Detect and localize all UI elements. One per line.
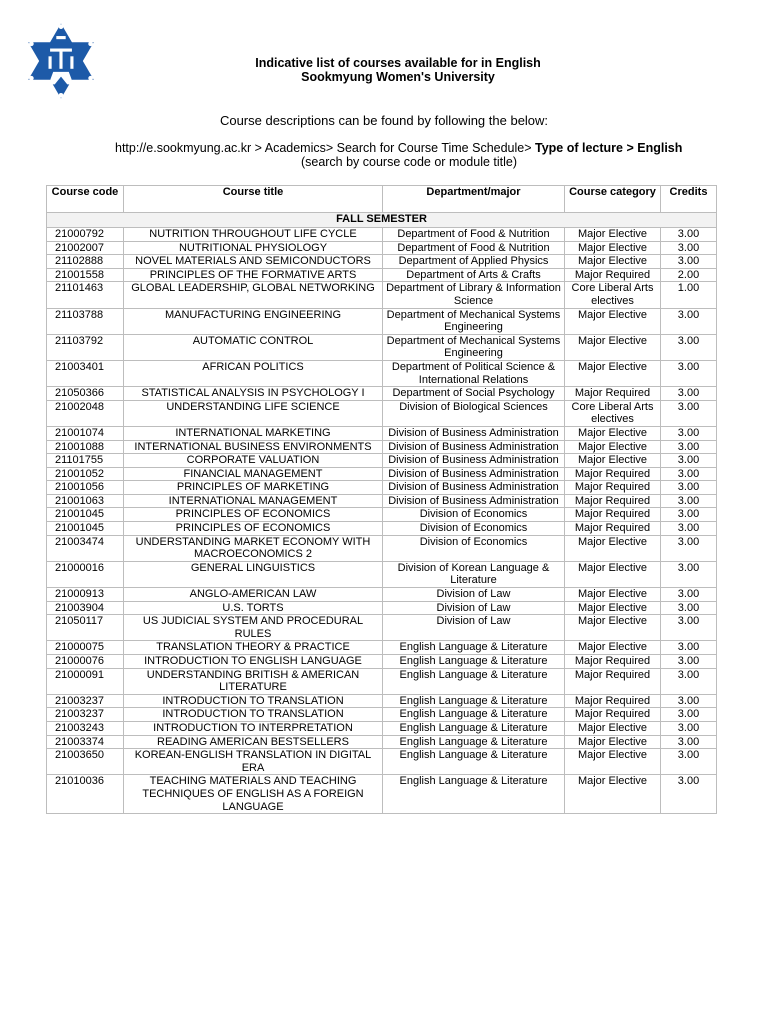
table-row [47, 282, 717, 308]
table-row [47, 721, 717, 735]
table-row [47, 241, 717, 255]
course-department: Division of Business Administration [383, 467, 565, 481]
course-title: UNDERSTANDING LIFE SCIENCE [124, 400, 383, 426]
course-title: AFRICAN POLITICS [124, 360, 383, 386]
table-row [47, 588, 717, 602]
column-header-code: Course code [47, 186, 124, 213]
course-code: 21050366 [47, 387, 124, 401]
course-code: 21001558 [47, 268, 124, 282]
course-code: 21002007 [47, 241, 124, 255]
course-department: Department of Social Psychology [383, 387, 565, 401]
course-department: Division of Law [383, 601, 565, 615]
course-code: 21003474 [47, 535, 124, 561]
course-category: Major Elective [565, 334, 661, 360]
course-code: 21010036 [47, 775, 124, 814]
course-code: 21101755 [47, 454, 124, 468]
table-row [47, 481, 717, 495]
course-title: TRANSLATION THEORY & PRACTICE [124, 641, 383, 655]
table-row [47, 694, 717, 708]
course-department: Department of Mechanical Systems Engineering [383, 334, 565, 360]
course-department: Division of Law [383, 588, 565, 602]
course-department: Division of Business Administration [383, 440, 565, 454]
course-credits: 3.00 [661, 360, 717, 386]
table-row [47, 308, 717, 334]
navigation-path-bold: Type of lecture > English [535, 141, 683, 155]
course-category: Major Elective [565, 588, 661, 602]
course-title: PRINCIPLES OF ECONOMICS [124, 508, 383, 522]
course-title: ANGLO-AMERICAN LAW [124, 588, 383, 602]
course-department: Division of Economics [383, 508, 565, 522]
course-department: Department of Food & Nutrition [383, 228, 565, 242]
navigation-path-plain: http://e.sookmyung.ac.kr > Academics> Search for Course Time Schedule> [115, 141, 532, 155]
course-category: Major Required [565, 268, 661, 282]
table-row [47, 400, 717, 426]
table-row [47, 255, 717, 269]
table-row [47, 508, 717, 522]
course-code: 21003243 [47, 721, 124, 735]
course-credits: 3.00 [661, 400, 717, 426]
course-code: 21003401 [47, 360, 124, 386]
course-category: Major Elective [565, 454, 661, 468]
column-header-category: Course category [565, 186, 661, 213]
course-title: UNDERSTANDING MARKET ECONOMY WITH MACROECONOMICS 2 [124, 535, 383, 561]
course-department: Division of Business Administration [383, 454, 565, 468]
course-department: Division of Business Administration [383, 494, 565, 508]
course-code: 21001045 [47, 508, 124, 522]
course-code: 21002048 [47, 400, 124, 426]
course-category: Major Required [565, 467, 661, 481]
course-credits: 3.00 [661, 641, 717, 655]
course-title: STATISTICAL ANALYSIS IN PSYCHOLOGY I [124, 387, 383, 401]
course-code: 21001052 [47, 467, 124, 481]
navigation-path [115, 141, 682, 155]
course-title: INTRODUCTION TO TRANSLATION [124, 694, 383, 708]
course-code: 21000913 [47, 588, 124, 602]
course-code: 21001074 [47, 426, 124, 440]
course-category: Major Elective [565, 535, 661, 561]
course-category: Core Liberal Arts electives [565, 400, 661, 426]
course-credits: 3.00 [661, 481, 717, 495]
course-department: Department of Political Science & International Relations [383, 360, 565, 386]
course-department: English Language & Literature [383, 668, 565, 694]
course-category: Major Elective [565, 440, 661, 454]
course-code: 21000075 [47, 641, 124, 655]
course-title: NOVEL MATERIALS AND SEMICONDUCTORS [124, 255, 383, 269]
course-credits: 3.00 [661, 440, 717, 454]
course-department: English Language & Literature [383, 749, 565, 775]
course-code: 21000091 [47, 668, 124, 694]
course-title: FINANCIAL MANAGEMENT [124, 467, 383, 481]
course-code: 21003650 [47, 749, 124, 775]
course-credits: 3.00 [661, 387, 717, 401]
course-credits: 3.00 [661, 334, 717, 360]
table-row [47, 440, 717, 454]
table-row [47, 522, 717, 536]
course-credits: 3.00 [661, 508, 717, 522]
course-category: Core Liberal Arts electives [565, 282, 661, 308]
column-header-department: Department/major [383, 186, 565, 213]
course-title: INTRODUCTION TO INTERPRETATION [124, 721, 383, 735]
course-credits: 1.00 [661, 282, 717, 308]
course-department: Division of Business Administration [383, 481, 565, 495]
course-code: 21000076 [47, 655, 124, 669]
course-department: English Language & Literature [383, 721, 565, 735]
course-credits: 2.00 [661, 268, 717, 282]
table-row [47, 735, 717, 749]
course-department: English Language & Literature [383, 708, 565, 722]
course-table [46, 185, 717, 814]
course-title: NUTRITION THROUGHOUT LIFE CYCLE [124, 228, 383, 242]
table-row [47, 387, 717, 401]
course-title: NUTRITIONAL PHYSIOLOGY [124, 241, 383, 255]
table-row [47, 494, 717, 508]
course-credits: 3.00 [661, 426, 717, 440]
course-credits: 3.00 [661, 454, 717, 468]
course-title: UNDERSTANDING BRITISH & AMERICAN LITERATURE [124, 668, 383, 694]
course-category: Major Elective [565, 735, 661, 749]
university-name: Sookmyung Women's University [301, 70, 495, 84]
course-description-note: Course descriptions can be found by following the below: [219, 113, 549, 128]
column-header-credits: Credits [661, 186, 717, 213]
course-department: English Language & Literature [383, 694, 565, 708]
course-credits: 3.00 [661, 615, 717, 641]
course-code: 21001088 [47, 440, 124, 454]
course-credits: 3.00 [661, 522, 717, 536]
table-row [47, 561, 717, 587]
course-category: Major Elective [565, 561, 661, 587]
course-title: U.S. TORTS [124, 601, 383, 615]
course-category: Major Elective [565, 360, 661, 386]
table-row [47, 228, 717, 242]
table-row [47, 454, 717, 468]
course-code: 21000792 [47, 228, 124, 242]
course-code: 21003374 [47, 735, 124, 749]
course-category: Major Required [565, 387, 661, 401]
course-code: 21003237 [47, 694, 124, 708]
course-department: Division of Law [383, 615, 565, 641]
course-credits: 3.00 [661, 467, 717, 481]
course-title: PRINCIPLES OF MARKETING [124, 481, 383, 495]
table-row [47, 467, 717, 481]
course-department: Department of Mechanical Systems Engineering [383, 308, 565, 334]
course-category: Major Required [565, 494, 661, 508]
course-category: Major Elective [565, 749, 661, 775]
course-credits: 3.00 [661, 735, 717, 749]
course-credits: 3.00 [661, 601, 717, 615]
course-credits: 3.00 [661, 588, 717, 602]
table-row [47, 775, 717, 814]
course-title: MANUFACTURING ENGINEERING [124, 308, 383, 334]
column-header-title: Course title [124, 186, 383, 213]
course-title: INTERNATIONAL MANAGEMENT [124, 494, 383, 508]
course-credits: 3.00 [661, 721, 717, 735]
table-row [47, 601, 717, 615]
course-category: Major Required [565, 481, 661, 495]
course-credits: 3.00 [661, 655, 717, 669]
course-code: 21102888 [47, 255, 124, 269]
table-row [47, 535, 717, 561]
course-title: CORPORATE VALUATION [124, 454, 383, 468]
course-code: 21001056 [47, 481, 124, 495]
course-title: US JUDICIAL SYSTEM AND PROCEDURAL RULES [124, 615, 383, 641]
table-row [47, 334, 717, 360]
course-department: Department of Food & Nutrition [383, 241, 565, 255]
semester-row [47, 213, 717, 228]
course-category: Major Elective [565, 308, 661, 334]
course-code: 21001063 [47, 494, 124, 508]
course-department: Division of Economics [383, 535, 565, 561]
course-department: Department of Applied Physics [383, 255, 565, 269]
course-credits: 3.00 [661, 749, 717, 775]
course-title: TEACHING MATERIALS AND TEACHING TECHNIQUES OF ENGLISH AS A FOREIGN LANGUAGE [124, 775, 383, 814]
table-row [47, 360, 717, 386]
course-title: INTRODUCTION TO TRANSLATION [124, 708, 383, 722]
course-code: 21101463 [47, 282, 124, 308]
table-row [47, 641, 717, 655]
course-credits: 3.00 [661, 561, 717, 587]
course-category: Major Elective [565, 426, 661, 440]
table-row [47, 268, 717, 282]
course-title: PRINCIPLES OF ECONOMICS [124, 522, 383, 536]
course-category: Major Elective [565, 241, 661, 255]
course-credits: 3.00 [661, 694, 717, 708]
course-category: Major Required [565, 668, 661, 694]
course-category: Major Required [565, 694, 661, 708]
course-category: Major Required [565, 655, 661, 669]
course-department: English Language & Literature [383, 641, 565, 655]
course-code: 21000016 [47, 561, 124, 587]
course-code: 21103792 [47, 334, 124, 360]
course-category: Major Elective [565, 641, 661, 655]
table-row [47, 615, 717, 641]
course-department: Department of Arts & Crafts [383, 268, 565, 282]
table-row [47, 655, 717, 669]
search-note: (search by course code or module title) [300, 155, 518, 169]
semester-label: FALL SEMESTER [47, 213, 717, 228]
course-credits: 3.00 [661, 494, 717, 508]
table-row [47, 749, 717, 775]
course-credits: 3.00 [661, 241, 717, 255]
course-code: 21001045 [47, 522, 124, 536]
table-row [47, 708, 717, 722]
course-category: Major Elective [565, 228, 661, 242]
course-department: English Language & Literature [383, 775, 565, 814]
course-title: PRINCIPLES OF THE FORMATIVE ARTS [124, 268, 383, 282]
course-department: Division of Biological Sciences [383, 400, 565, 426]
course-category: Major Required [565, 708, 661, 722]
table-row [47, 668, 717, 694]
course-title: KOREAN-ENGLISH TRANSLATION IN DIGITAL ERA [124, 749, 383, 775]
course-title: AUTOMATIC CONTROL [124, 334, 383, 360]
course-title: INTRODUCTION TO ENGLISH LANGUAGE [124, 655, 383, 669]
course-credits: 3.00 [661, 535, 717, 561]
course-title: GENERAL LINGUISTICS [124, 561, 383, 587]
course-credits: 3.00 [661, 775, 717, 814]
course-code: 21050117 [47, 615, 124, 641]
course-credits: 3.00 [661, 708, 717, 722]
course-title: GLOBAL LEADERSHIP, GLOBAL NETWORKING [124, 282, 383, 308]
course-category: Major Elective [565, 721, 661, 735]
course-credits: 3.00 [661, 255, 717, 269]
course-title: READING AMERICAN BESTSELLERS [124, 735, 383, 749]
course-code: 21003237 [47, 708, 124, 722]
course-department: Division of Business Administration [383, 426, 565, 440]
course-category: Major Elective [565, 775, 661, 814]
table-row [47, 426, 717, 440]
course-department: Division of Economics [383, 522, 565, 536]
course-title: INTERNATIONAL MARKETING [124, 426, 383, 440]
course-category: Major Elective [565, 255, 661, 269]
course-credits: 3.00 [661, 668, 717, 694]
document-title: Indicative list of courses available for in English [255, 56, 541, 70]
course-category: Major Elective [565, 601, 661, 615]
course-category: Major Required [565, 508, 661, 522]
course-department: Division of Korean Language & Literature [383, 561, 565, 587]
course-department: English Language & Literature [383, 655, 565, 669]
course-category: Major Required [565, 522, 661, 536]
course-code: 21003904 [47, 601, 124, 615]
course-title: INTERNATIONAL BUSINESS ENVIRONMENTS [124, 440, 383, 454]
table-header-row [47, 186, 717, 213]
course-code: 21103788 [47, 308, 124, 334]
course-department: Department of Library & Information Science [383, 282, 565, 308]
course-credits: 3.00 [661, 228, 717, 242]
course-department: English Language & Literature [383, 735, 565, 749]
course-category: Major Elective [565, 615, 661, 641]
course-credits: 3.00 [661, 308, 717, 334]
